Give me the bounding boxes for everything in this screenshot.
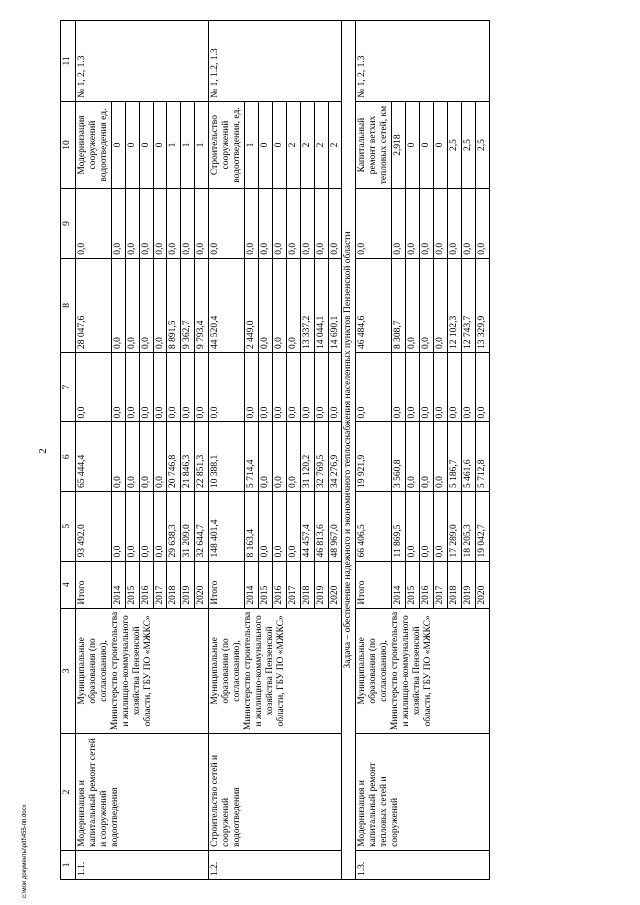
year-value-c7: 0,0 [258,352,272,422]
year-value-c6: 0,0 [139,422,153,492]
indicator-value: 0 [153,101,167,188]
year-cell: 2019 [314,561,328,608]
column-number: 5 [61,492,76,562]
year-value-c8: 8 308,7 [392,258,406,352]
year-value-c8: 0,0 [258,258,272,352]
column-number: 9 [61,189,76,259]
year-cell: 2016 [139,561,153,608]
indicator-value: 2 [286,101,300,188]
indicator-value: 0 [272,101,286,188]
column-number: 11 [61,21,76,102]
total-c8: 44 520,4 [209,258,245,352]
year-value-c5: 31 209,0 [181,492,195,562]
column-number: 8 [61,258,76,352]
column-number: 4 [61,561,76,608]
total-label: Итого [76,561,112,608]
activity-indicator: Модернизация сооружений водоотведения ед. [76,101,112,188]
rotated-page-content [60,20,580,880]
year-value-c6: 0,0 [153,422,167,492]
program-activities-table [60,20,490,880]
column-number-row [61,21,76,880]
year-value-c8: 9 362,7 [181,258,195,352]
year-cell: 2017 [153,561,167,608]
year-value-c6: 0,0 [433,422,447,492]
activity-row [356,21,392,880]
year-value-c6: 3 560,8 [392,422,406,492]
total-label: Итого [356,561,392,608]
year-value-c7: 0,0 [433,352,447,422]
year-value-c6: 22 851,3 [195,422,209,492]
year-value-c8: 0,0 [286,258,300,352]
year-cell: 2014 [111,561,125,608]
year-value-c9: 0,0 [258,189,272,259]
year-value-c9: 0,0 [286,189,300,259]
year-cell: 2014 [392,561,406,608]
footer-file-path: c:\мои документы\pdf\455-пп.docx [22,804,28,898]
year-cell: 2016 [272,561,286,608]
year-value-c7: 0,0 [272,352,286,422]
year-cell: 2014 [244,561,258,608]
year-value-c5: 0,0 [419,492,433,562]
year-value-c7: 0,0 [286,352,300,422]
task-row [342,21,356,880]
year-value-c5: 11 869,5 [392,492,406,562]
column-number: 2 [61,734,76,851]
year-value-c6: 0,0 [125,422,139,492]
year-cell: 2018 [300,561,314,608]
year-value-c5: 0,0 [139,492,153,562]
year-value-c9: 0,0 [447,189,461,259]
year-value-c7: 0,0 [300,352,314,422]
year-value-c7: 0,0 [167,352,181,422]
total-c9: 0,0 [209,189,245,259]
year-value-c8: 0,0 [419,258,433,352]
year-value-c7: 0,0 [328,352,342,422]
year-value-c8: 0,0 [406,258,420,352]
year-value-c9: 0,0 [139,189,153,259]
year-cell: 2015 [125,561,139,608]
year-value-c8: 13 337,2 [300,258,314,352]
column-number: 1 [61,850,76,879]
year-value-c5: 0,0 [406,492,420,562]
year-cell: 2018 [167,561,181,608]
year-value-c6: 0,0 [419,422,433,492]
total-c5: 93 492,0 [76,492,112,562]
total-c6: 10 388,1 [209,422,245,492]
year-value-c7: 0,0 [461,352,475,422]
year-value-c5: 32 644,7 [195,492,209,562]
year-cell: 2015 [406,561,420,608]
year-value-c5: 0,0 [433,492,447,562]
total-c9: 0,0 [76,189,112,259]
year-cell: 2015 [258,561,272,608]
year-value-c6: 0,0 [258,422,272,492]
indicator-value: 2,5 [461,101,475,188]
year-value-c5: 8 163,4 [244,492,258,562]
year-value-c6: 0,0 [286,422,300,492]
year-value-c6: 5 712,8 [475,422,489,492]
activity-executors: Муниципальные образования (по согласованию), Министерство строительства и жилищно-коммунального хозяйства Пензенской области, ГБУ ПО «МЖКС» [209,608,342,734]
indicator-value: 0 [139,101,153,188]
total-c5: 148 401,4 [209,492,245,562]
year-value-c9: 0,0 [433,189,447,259]
year-cell: 2020 [195,561,209,608]
year-value-c8: 2 449,0 [244,258,258,352]
year-value-c9: 0,0 [406,189,420,259]
indicator-value: 2,5 [475,101,489,188]
year-value-c9: 0,0 [111,189,125,259]
total-c9: 0,0 [356,189,392,259]
year-value-c7: 0,0 [314,352,328,422]
table-body [61,21,490,880]
year-value-c8: 0,0 [272,258,286,352]
indicator-value: 0 [111,101,125,188]
year-value-c9: 0,0 [181,189,195,259]
activity-indicator: Капитальный ремонт ветхих тепловых сетей, км [356,101,392,188]
column-number: 3 [61,608,76,734]
year-value-c6: 5 186,7 [447,422,461,492]
year-value-c6: 0,0 [272,422,286,492]
year-value-c8: 13 329,9 [475,258,489,352]
year-value-c7: 0,0 [111,352,125,422]
total-c6: 65 444,4 [76,422,112,492]
year-value-c5: 0,0 [258,492,272,562]
indicator-value: 0 [406,101,420,188]
year-cell: 2017 [286,561,300,608]
year-value-c7: 0,0 [475,352,489,422]
activity-name: Модернизация и капитальный ремонт сетей и сооружений водоотведения [76,734,209,851]
activity-name: Модернизация и капитальный ремонт тепловых сетей и сооружений [356,734,489,851]
indicator-value: 2 [328,101,342,188]
year-value-c5: 17 289,0 [447,492,461,562]
year-value-c6: 5 461,6 [461,422,475,492]
year-value-c9: 0,0 [314,189,328,259]
year-value-c8: 0,0 [111,258,125,352]
year-value-c9: 0,0 [419,189,433,259]
year-value-c8: 12 102,3 [447,258,461,352]
year-value-c8: 14 690,1 [328,258,342,352]
year-value-c8: 0,0 [433,258,447,352]
year-value-c8: 12 743,7 [461,258,475,352]
indicator-value: 1 [167,101,181,188]
year-value-c5: 19 042,7 [475,492,489,562]
activity-number: 1.2. [209,850,342,879]
year-cell: 2019 [181,561,195,608]
year-value-c6: 0,0 [111,422,125,492]
year-value-c5: 29 638,3 [167,492,181,562]
year-cell: 2017 [433,561,447,608]
year-cell: 2018 [447,561,461,608]
indicator-value: 2,918 [392,101,406,188]
activity-indicator: Строительство сооружений водоотведения, ед. [209,101,245,188]
activity-executors: Муниципальные образования (по согласованию), Министерство строительства и жилищно-коммунального хозяйства Пензенской области, ГБУ ПО «МЖКС» [356,608,489,734]
year-value-c6: 31 120,2 [300,422,314,492]
year-value-c8: 0,0 [139,258,153,352]
year-value-c7: 0,0 [153,352,167,422]
year-value-c9: 0,0 [328,189,342,259]
total-label: Итого [209,561,245,608]
year-value-c9: 0,0 [153,189,167,259]
indicator-value: 0 [258,101,272,188]
year-value-c6: 21 846,3 [181,422,195,492]
year-value-c5: 44 457,4 [300,492,314,562]
year-value-c9: 0,0 [461,189,475,259]
task-text: Задача – обеспечение надежного и экономичного теплоснабжения населенных пунктов Пензенской области [342,21,356,880]
year-value-c9: 0,0 [167,189,181,259]
year-value-c5: 0,0 [125,492,139,562]
indicator-value: 1 [195,101,209,188]
total-c7: 0,0 [209,352,245,422]
year-value-c9: 0,0 [244,189,258,259]
year-value-c7: 0,0 [125,352,139,422]
activity-reference: № 1, 2, 1.3 [76,21,209,102]
indicator-value: 2 [314,101,328,188]
activity-row [76,21,112,880]
year-value-c7: 0,0 [392,352,406,422]
year-value-c5: 0,0 [153,492,167,562]
year-value-c7: 0,0 [406,352,420,422]
year-value-c8: 0,0 [125,258,139,352]
year-value-c6: 34 276,9 [328,422,342,492]
activity-name: Строительство сетей и сооружений водоотведения [209,734,342,851]
year-cell: 2020 [328,561,342,608]
year-value-c7: 0,0 [195,352,209,422]
year-value-c5: 18 205,3 [461,492,475,562]
total-c5: 66 406,5 [356,492,392,562]
year-value-c8: 0,0 [153,258,167,352]
year-value-c9: 0,0 [475,189,489,259]
year-value-c9: 0,0 [272,189,286,259]
year-value-c9: 0,0 [392,189,406,259]
year-value-c5: 48 967,0 [328,492,342,562]
indicator-value: 2 [300,101,314,188]
year-value-c7: 0,0 [244,352,258,422]
year-value-c5: 0,0 [111,492,125,562]
year-value-c6: 5 714,4 [244,422,258,492]
activity-reference: № 1, 2, 1.3 [356,21,489,102]
year-value-c7: 0,0 [181,352,195,422]
indicator-value: 0 [125,101,139,188]
year-value-c8: 8 891,5 [167,258,181,352]
year-value-c7: 0,0 [139,352,153,422]
year-value-c6: 20 746,8 [167,422,181,492]
activity-executors: Муниципальные образования (по согласованию), Министерство строительства и жилищно-коммунального хозяйства Пензенской области, ГБУ ПО «МЖКС» [76,608,209,734]
year-value-c9: 0,0 [125,189,139,259]
total-c7: 0,0 [356,352,392,422]
year-value-c5: 0,0 [286,492,300,562]
year-value-c5: 46 813,6 [314,492,328,562]
total-c8: 28 047,6 [76,258,112,352]
year-value-c5: 0,0 [272,492,286,562]
year-cell: 2016 [419,561,433,608]
column-number: 6 [61,422,76,492]
total-c6: 19 921,9 [356,422,392,492]
year-value-c9: 0,0 [300,189,314,259]
indicator-value: 0 [419,101,433,188]
indicator-value: 2,5 [447,101,461,188]
column-number: 10 [61,101,76,188]
indicator-value: 1 [181,101,195,188]
total-c8: 46 484,6 [356,258,392,352]
year-value-c6: 0,0 [406,422,420,492]
year-value-c7: 0,0 [419,352,433,422]
year-value-c7: 0,0 [447,352,461,422]
column-number: 7 [61,352,76,422]
indicator-value: 0 [433,101,447,188]
total-c7: 0,0 [76,352,112,422]
activity-number: 1.3. [356,850,489,879]
year-value-c8: 9 793,4 [195,258,209,352]
page-number: 2 [36,448,49,454]
indicator-value: 1 [244,101,258,188]
year-cell: 2019 [461,561,475,608]
year-value-c9: 0,0 [195,189,209,259]
activity-row [209,21,245,880]
year-cell: 2020 [475,561,489,608]
year-value-c6: 32 769,5 [314,422,328,492]
activity-reference: № 1, 1.2, 1.3 [209,21,342,102]
year-value-c8: 14 044,1 [314,258,328,352]
activity-number: 1.1. [76,850,209,879]
